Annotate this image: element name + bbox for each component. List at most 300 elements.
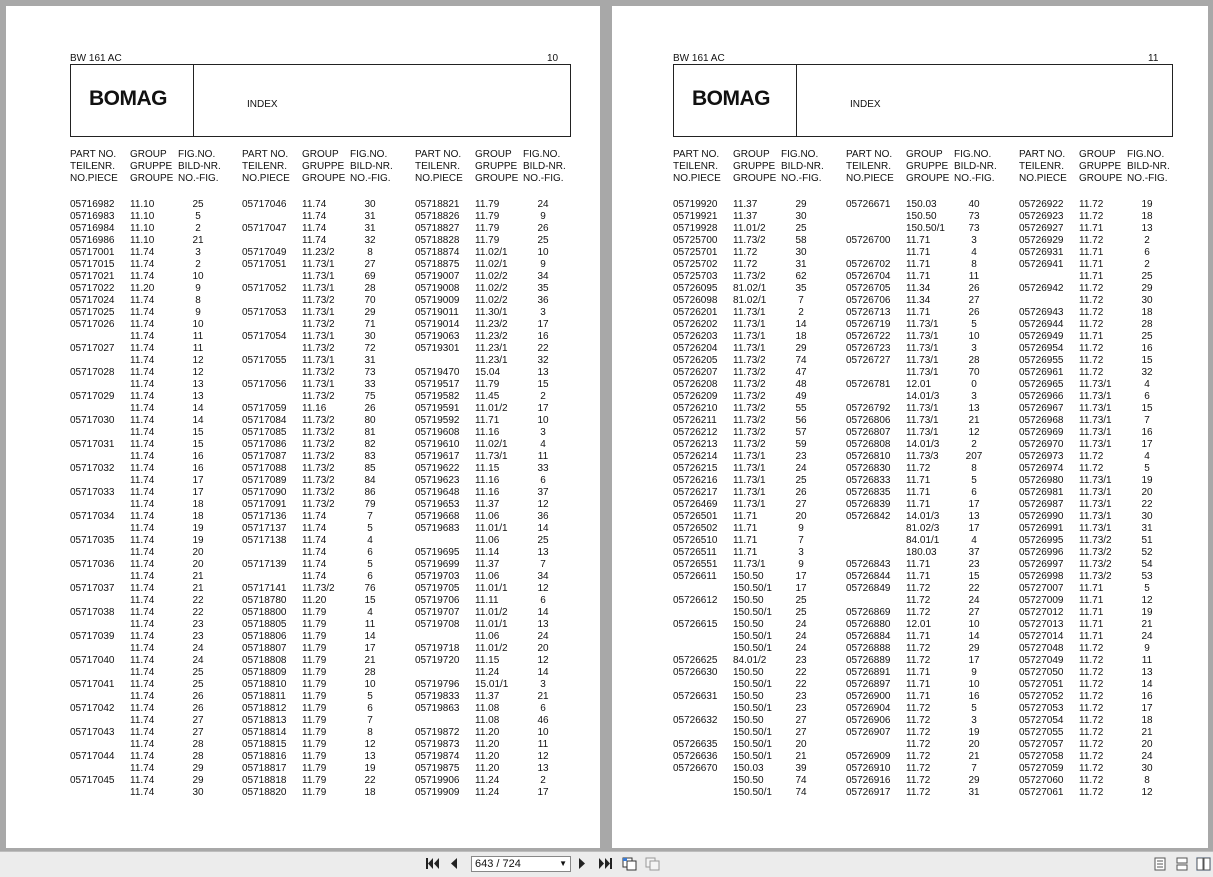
part-number: 05717053	[242, 307, 287, 318]
part-number	[242, 571, 302, 583]
figure-number: 25	[1141, 331, 1153, 342]
table-row	[242, 247, 390, 259]
figure-number: 20	[1141, 739, 1153, 750]
figure-number: 58	[795, 235, 807, 246]
table-row	[415, 739, 563, 751]
table-row	[70, 511, 218, 523]
table-row	[673, 319, 821, 331]
table-row	[70, 415, 218, 427]
header-fig-no: NO.-FIG.	[954, 173, 995, 184]
part-number: 05719007	[415, 271, 460, 282]
part-number: 05718812	[242, 703, 287, 714]
group-number: 11.79	[302, 607, 327, 618]
table-row	[242, 259, 390, 271]
header-part-no: TEILENR.	[1019, 161, 1065, 172]
part-number: 05726671	[846, 199, 891, 210]
figure-number: 30	[795, 211, 807, 222]
part-number: 05718828	[415, 235, 460, 246]
figure-number: 24	[192, 643, 204, 654]
figure-number: 22	[364, 775, 376, 786]
table-row	[846, 211, 994, 223]
part-number: 05717015	[70, 259, 115, 270]
header-fig-no: FIG.NO.	[350, 149, 388, 160]
figure-number: 33	[364, 379, 376, 390]
table-row	[846, 559, 994, 571]
table-row	[415, 751, 563, 763]
figure-number: 6	[971, 487, 977, 498]
column-header	[846, 149, 997, 185]
figure-number: 29	[192, 763, 204, 774]
table-row	[415, 631, 563, 643]
part-number: 05726215	[673, 463, 718, 474]
group-number: 11.73/2	[302, 499, 335, 510]
header-part-no: NO.PIECE	[415, 173, 463, 184]
column-header	[70, 149, 221, 185]
part-number: 05727014	[1019, 631, 1064, 642]
figure-number: 6	[367, 703, 373, 714]
table-row	[242, 643, 390, 655]
group-number: 11.02/2	[475, 295, 508, 306]
part-number: 05726630	[673, 667, 718, 678]
group-number: 11.73/1	[733, 331, 766, 342]
figure-number: 3	[540, 307, 546, 318]
figure-number: 62	[795, 271, 807, 282]
group-number: 11.72	[906, 463, 931, 474]
part-number: 05716984	[70, 223, 115, 234]
header-part-no: TEILENR.	[415, 161, 461, 172]
figure-number: 23	[795, 655, 807, 666]
group-number: 11.74	[130, 319, 155, 330]
two-page-view-icon[interactable]	[1196, 857, 1211, 874]
table-row	[846, 619, 994, 631]
table-row	[70, 559, 218, 571]
figure-number: 46	[537, 715, 549, 726]
group-number: 11.79	[302, 775, 327, 786]
copy-icon[interactable]	[622, 857, 638, 874]
group-number: 11.73/2	[1079, 559, 1112, 570]
header-group: GROUPE	[302, 173, 346, 184]
part-number: 05726923	[1019, 211, 1064, 222]
table-row	[242, 391, 390, 403]
figure-number: 11	[1141, 655, 1153, 666]
figure-number: 8	[1144, 775, 1150, 786]
part-number: 05719705	[415, 583, 460, 594]
figure-number: 12	[364, 739, 376, 750]
table-row	[70, 331, 218, 343]
group-number: 11.71	[906, 667, 931, 678]
table-row	[415, 319, 563, 331]
header-group: GROUPE	[906, 173, 950, 184]
figure-number: 13	[537, 619, 549, 630]
header-part-no: PART NO.	[673, 149, 720, 160]
part-number: 05717032	[70, 463, 115, 474]
group-number: 11.74	[130, 247, 155, 258]
table-row	[846, 223, 994, 235]
group-number: 11.01/1	[475, 619, 508, 630]
figure-number: 15	[968, 571, 980, 582]
group-number: 11.73/1	[302, 355, 335, 366]
figure-number: 13	[537, 367, 549, 378]
figure-number: 11	[968, 271, 980, 282]
part-number	[673, 607, 733, 619]
part-number: 05719699	[415, 559, 460, 570]
figure-number: 32	[537, 355, 549, 366]
part-number: 05718780	[242, 595, 287, 606]
part-number: 05718818	[242, 775, 287, 786]
group-number: 11.30/1	[475, 307, 508, 318]
table-row	[846, 499, 994, 511]
group-number: 11.72	[1079, 775, 1104, 786]
part-number: 05725700	[673, 235, 718, 246]
document-page-right	[612, 6, 1208, 848]
part-number: 05719617	[415, 451, 460, 462]
table-row	[242, 475, 390, 487]
part-number	[70, 355, 130, 367]
table-row	[846, 655, 994, 667]
header-group: GRUPPE	[302, 161, 345, 172]
part-number: 05717028	[70, 367, 115, 378]
table-row	[673, 583, 821, 595]
part-number: 05726906	[846, 715, 891, 726]
figure-number: 18	[364, 787, 376, 798]
figure-number: 25	[537, 235, 549, 246]
part-number	[242, 391, 302, 403]
group-number: 11.73/1	[1079, 379, 1112, 390]
part-number: 05726723	[846, 343, 891, 354]
figure-number: 22	[795, 679, 807, 690]
table-row	[1019, 403, 1167, 415]
group-number: 11.01/1	[475, 523, 508, 534]
part-number: 05727057	[1019, 739, 1064, 750]
figure-number: 7	[367, 715, 373, 726]
group-number: 11.06	[475, 535, 500, 546]
table-row	[1019, 343, 1167, 355]
group-number: 11.73/1	[906, 415, 939, 426]
group-number: 11.73/1	[1079, 475, 1112, 486]
table-row	[415, 199, 563, 211]
figure-number: 20	[192, 547, 204, 558]
table-row	[846, 511, 994, 523]
part-number: 05719014	[415, 319, 460, 330]
part-number	[415, 667, 475, 679]
table-row	[415, 487, 563, 499]
group-number: 11.74	[130, 679, 155, 690]
figure-number: 28	[968, 355, 980, 366]
figure-number: 24	[795, 643, 807, 654]
figure-number: 36	[537, 511, 549, 522]
group-number: 11.73/2	[733, 439, 766, 450]
part-number: 05725703	[673, 271, 718, 282]
group-number: 11.20	[302, 595, 327, 606]
part-number	[70, 643, 130, 655]
figure-number: 54	[1141, 559, 1153, 570]
table-row	[673, 379, 821, 391]
table-row	[415, 331, 563, 343]
figure-number: 4	[367, 535, 373, 546]
part-number	[1019, 271, 1079, 283]
column-header	[415, 149, 566, 185]
table-row	[70, 763, 218, 775]
group-number: 150.50/1	[733, 643, 772, 654]
figure-number: 6	[1144, 391, 1150, 402]
group-number: 11.71	[1079, 595, 1104, 606]
part-number: 05718816	[242, 751, 287, 762]
part-number: 05726808	[846, 439, 891, 450]
part-number: 05727051	[1019, 679, 1064, 690]
table-row	[415, 619, 563, 631]
table-row	[70, 451, 218, 463]
group-number: 11.08	[475, 703, 500, 714]
figure-number: 9	[195, 307, 201, 318]
part-number: 05726792	[846, 403, 891, 414]
part-number: 05727048	[1019, 643, 1064, 654]
figure-number: 26	[795, 487, 807, 498]
figure-number: 13	[364, 751, 376, 762]
figure-number: 22	[968, 583, 980, 594]
table-row	[70, 403, 218, 415]
group-number: 150.50/1	[906, 223, 945, 234]
prev-page-icon[interactable]	[449, 857, 458, 873]
group-number: 150.50/1	[733, 751, 772, 762]
figure-number: 10	[537, 727, 549, 738]
table-row	[415, 223, 563, 235]
index-column	[1019, 149, 1170, 799]
part-number: 05727013	[1019, 619, 1064, 630]
single-page-view-icon[interactable]	[1154, 857, 1166, 874]
figure-number: 28	[1141, 319, 1153, 330]
table-row	[846, 487, 994, 499]
figure-number: 21	[968, 751, 980, 762]
figure-number: 15	[1141, 355, 1153, 366]
table-row	[242, 583, 390, 595]
index-rows	[70, 199, 218, 799]
figure-number: 19	[968, 727, 980, 738]
table-row	[1019, 703, 1167, 715]
figure-number: 9	[540, 259, 546, 270]
group-number: 11.74	[130, 391, 155, 402]
part-number: 05726968	[1019, 415, 1064, 426]
group-number: 11.02/2	[475, 283, 508, 294]
figure-number: 9	[971, 667, 977, 678]
group-number: 11.73/1	[733, 307, 766, 318]
group-number: 11.73/2	[302, 415, 335, 426]
group-number: 11.34	[906, 295, 931, 306]
group-number: 12.01	[906, 379, 932, 390]
group-number: 11.73/1	[1079, 523, 1112, 534]
header-fig-no: FIG.NO.	[523, 149, 561, 160]
part-number: 05716983	[70, 211, 115, 222]
part-number: 05717038	[70, 607, 115, 618]
table-row	[70, 691, 218, 703]
part-number: 05718826	[415, 211, 460, 222]
group-number: 12.01	[906, 619, 932, 630]
group-number: 150.50/1	[733, 631, 772, 642]
group-number: 11.72	[1079, 319, 1104, 330]
figure-number: 207	[965, 451, 983, 462]
part-number: 05718811	[242, 691, 286, 702]
table-row	[70, 427, 218, 439]
group-number: 11.74	[130, 751, 155, 762]
group-number: 11.74	[302, 571, 327, 582]
group-number: 11.72	[1079, 751, 1104, 762]
table-row	[242, 499, 390, 511]
table-row	[846, 427, 994, 439]
figure-number: 74	[795, 355, 807, 366]
group-number: 11.71	[906, 475, 931, 486]
group-number: 150.03	[906, 199, 937, 210]
part-number: 05727059	[1019, 763, 1064, 774]
table-row	[1019, 667, 1167, 679]
table-row	[673, 259, 821, 271]
figure-number: 2	[540, 391, 546, 402]
part-number: 05726900	[846, 691, 891, 702]
table-row	[1019, 739, 1167, 751]
table-row	[846, 307, 994, 319]
part-number: 05718806	[242, 631, 287, 642]
part-number: 05726208	[673, 379, 718, 390]
group-number: 11.79	[302, 643, 327, 654]
part-number: 05717027	[70, 343, 115, 354]
part-number: 05727050	[1019, 667, 1064, 678]
figure-number: 69	[364, 271, 376, 282]
header-part-no: TEILENR.	[846, 161, 892, 172]
figure-number: 27	[968, 295, 980, 306]
part-number: 05719668	[415, 511, 460, 522]
group-number: 11.74	[130, 343, 155, 354]
page-number: 11	[1148, 53, 1159, 64]
next-page-icon[interactable]	[578, 857, 587, 873]
table-row	[673, 475, 821, 487]
figure-number: 17	[537, 787, 549, 798]
part-number: 05725701	[673, 247, 718, 258]
last-page-icon[interactable]	[598, 857, 612, 873]
group-number: 11.16	[475, 427, 500, 438]
figure-number: 29	[1141, 283, 1153, 294]
table-row	[70, 595, 218, 607]
table-row	[242, 343, 390, 355]
part-number: 05726213	[673, 439, 718, 450]
header-part-no: NO.PIECE	[1019, 173, 1067, 184]
figure-number: 2	[540, 775, 546, 786]
page-number-select[interactable]	[471, 856, 571, 872]
figure-number: 15	[364, 595, 376, 606]
figure-number: 22	[1141, 499, 1153, 510]
group-number: 11.01/1	[475, 583, 508, 594]
figure-number: 86	[364, 487, 376, 498]
header-group: GROUPE	[1079, 173, 1123, 184]
part-number: 05726961	[1019, 367, 1064, 378]
table-row	[846, 415, 994, 427]
table-row	[846, 667, 994, 679]
figure-number: 14	[795, 319, 807, 330]
group-number: 11.74	[130, 307, 155, 318]
header-part-no: NO.PIECE	[673, 173, 721, 184]
group-number: 11.73/2	[302, 427, 335, 438]
table-row	[415, 463, 563, 475]
figure-number: 51	[1141, 535, 1153, 546]
group-number: 11.72	[906, 739, 931, 750]
group-number: 15.01/1	[475, 679, 509, 690]
group-number: 11.02/1	[475, 439, 508, 450]
figure-number: 73	[968, 211, 980, 222]
part-number	[415, 355, 475, 367]
figure-number: 27	[968, 607, 980, 618]
group-number: 150.50	[733, 571, 764, 582]
compare-icon[interactable]	[645, 857, 661, 874]
group-number: 11.74	[130, 427, 155, 438]
figure-number: 21	[795, 751, 807, 762]
table-row	[1019, 571, 1167, 583]
group-number: 11.02/2	[475, 271, 508, 282]
table-row	[70, 655, 218, 667]
group-number: 11.79	[302, 619, 327, 630]
column-header	[1019, 149, 1170, 185]
table-row	[846, 535, 994, 547]
continuous-view-icon[interactable]	[1176, 857, 1188, 874]
figure-number: 17	[968, 655, 980, 666]
figure-number: 12	[537, 583, 549, 594]
figure-number: 19	[1141, 199, 1153, 210]
figure-number: 5	[195, 211, 201, 222]
group-number: 11.73/1	[733, 343, 766, 354]
table-row	[1019, 523, 1167, 535]
part-number: 05726941	[1019, 259, 1064, 270]
group-number: 11.74	[130, 295, 155, 306]
figure-number: 11	[537, 451, 549, 462]
table-row	[673, 199, 821, 211]
table-row	[242, 667, 390, 679]
part-number: 05717024	[70, 295, 115, 306]
group-number: 11.73/1	[733, 499, 766, 510]
figure-number: 48	[795, 379, 807, 390]
figure-number: 13	[537, 763, 549, 774]
table-row	[846, 391, 994, 403]
table-row	[415, 763, 563, 775]
header-fig-no: BILD-NR.	[523, 161, 566, 172]
figure-number: 16	[968, 691, 980, 702]
table-row	[846, 319, 994, 331]
table-row	[673, 415, 821, 427]
figure-number: 74	[795, 787, 807, 798]
part-number: 05726996	[1019, 547, 1064, 558]
figure-number: 8	[367, 727, 373, 738]
figure-number: 19	[1141, 607, 1153, 618]
part-number: 05719796	[415, 679, 460, 690]
part-number	[846, 595, 906, 607]
table-row	[1019, 631, 1167, 643]
figure-number: 16	[1141, 427, 1153, 438]
part-number: 05726844	[846, 571, 891, 582]
table-row	[70, 643, 218, 655]
part-number: 05726970	[1019, 439, 1064, 450]
table-row	[242, 703, 390, 715]
part-number: 05726907	[846, 727, 891, 738]
part-number: 05719301	[415, 343, 460, 354]
table-row	[415, 427, 563, 439]
figure-number: 31	[1141, 523, 1153, 534]
part-number	[70, 691, 130, 703]
first-page-icon[interactable]	[426, 857, 440, 873]
part-number	[70, 331, 130, 343]
header-part-no: TEILENR.	[242, 161, 288, 172]
group-number: 11.71	[906, 271, 931, 282]
group-number: 150.50/1	[733, 607, 772, 618]
part-number: 05717039	[70, 631, 115, 642]
group-number: 150.50	[733, 715, 764, 726]
table-row	[1019, 451, 1167, 463]
table-row	[415, 355, 563, 367]
part-number: 05717030	[70, 415, 115, 426]
